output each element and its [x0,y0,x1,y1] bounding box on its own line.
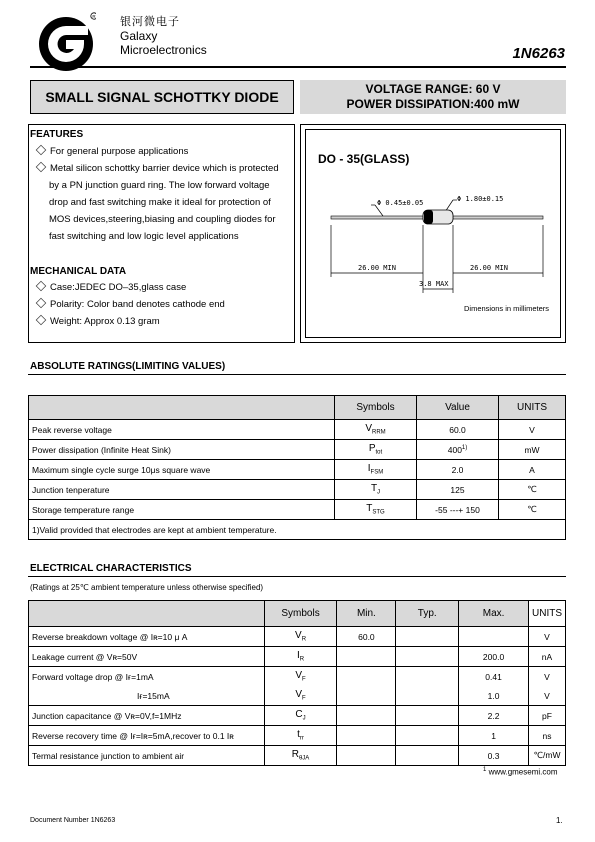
units-col-header: UNITS [529,601,566,627]
elec-rule [28,576,566,577]
table-row: Forward voltage drop @ Iғ=1mA $V_F$ 0.41 V [29,667,566,687]
table-row: Termal resistance junction to ambient air $R_{\theta JA}$ 0.3 ℃/mW [29,746,566,766]
typ-col-header: Typ. [396,601,459,627]
table-header-row [29,601,566,627]
company-name-cn: 银河微电子 [120,15,180,28]
elec-note: (Ratings at 25℃ ambient temperature unless otherwise specified) [30,583,264,592]
diamond-bullet-icon [36,298,47,309]
cathode-band [424,210,433,224]
svg-text:R: R [92,13,96,19]
company-name-line1: Galaxy [120,29,158,43]
left-lead-length-label: 26.00 MIN [358,264,396,272]
abs-ratings-heading: ABSOLUTE RATINGS(LIMITING VALUES) [30,361,226,372]
feature-item: For general purpose applications [36,143,292,160]
value-col-header: Value [417,396,499,420]
mechanical-item: Polarity: Color band denotes cathode end [36,296,292,313]
galaxy-logo-icon [36,12,96,72]
mechanical-list [36,279,292,330]
table-row: Maximum single cycle surge 10μs square wave $I_{FSM}$ 2.0 A [29,460,566,480]
product-title: SMALL SIGNAL SCHOTTKY DIODE [30,80,294,114]
feature-item-cont: fast switching and low logic level applications [49,231,239,242]
elec-table [28,600,566,766]
abs-ratings-rule [28,374,566,375]
package-name: DO - 35(GLASS) [318,152,410,166]
table-row: Power dissipation (Infinite Heat Sink) $P_{tot}$ 400$^{1)}$ mW [29,440,566,460]
param-col-header [29,396,335,420]
features-heading: FEATURES [30,129,84,140]
table-row: Peak reverse voltage $V_{RRM}$ 60.0 V [29,420,566,440]
body-length-label: 3.8 MAX [419,280,449,288]
website-link[interactable]: www.gmesemi.com [488,767,558,777]
feature-item-cont: drop and fast switching make it ideal for protection of [49,197,271,208]
page-number: 1. [556,816,563,825]
elec-heading: ELECTRICAL CHARACTERISTICS [30,563,192,574]
table-footnote-row [29,520,566,540]
features-list [36,143,292,245]
website[interactable]: $^1$ www.gmesemi.com [483,767,558,777]
mechanical-item: Weight: Approx 0.13 gram [36,313,292,330]
feature-item: Metal silicon schottky barrier device which is protected [36,160,292,177]
header-rule [30,66,566,68]
part-number: 1N6263 [512,45,565,62]
table-header-row [29,396,566,420]
table-row: Junction capacitance @ Vʀ=0V,f=1MHz $C_J$ 2.2 pF [29,706,566,726]
dimension-note: Dimensions in millimeters [464,304,550,313]
diamond-bullet-icon [36,315,47,326]
feature-item-cont: MOS devices,steering,biasing and coupling diodes for [49,214,276,225]
body-diameter-label: Φ 1.80±0.15 [457,195,504,203]
min-col-header: Min. [337,601,396,627]
diamond-bullet-icon [36,162,47,173]
param-col-header [29,601,265,627]
package-outline-drawing [305,185,561,295]
feature-item-cont: by a PN junction guard ring. The low forward voltage [49,180,270,191]
lead-diameter-label: Φ 0.45±0.05 [377,199,424,207]
company-name-line2: Microelectronics [120,43,207,57]
voltage-range: VOLTAGE RANGE: 60 V [365,82,501,96]
mechanical-item: Case:JEDEC DO–35,glass case [36,279,292,296]
right-lead-length-label: 26.00 MIN [470,264,508,272]
units-col-header: UNITS [499,396,566,420]
mechanical-heading: MECHANICAL DATA [30,266,127,277]
symbols-col-header: Symbols [335,396,417,420]
diamond-bullet-icon [36,145,47,156]
abs-ratings-table [28,395,566,540]
table-row: Junction tenperature $T_J$ 125 ℃ [29,480,566,500]
document-number: Document Number 1N6263 [30,817,116,824]
table-row: Reverse breakdown voltage @ Iʀ=10 μ A $V_R$ 60.0 V [29,627,566,647]
table-row: Reverse recovery time @ Iғ=Iʀ=5mA,recover to 0.1 Iʀ $t_{rr}$ 1 ns [29,726,566,746]
power-dissipation: POWER DISSIPATION:400 mW [346,97,520,111]
table-row: Leakage current @ Vʀ=50V $I_R$ 200.0 nA [29,647,566,667]
table-row: Storage temperature range $T_{STG}$ -55 ---+ 150 ℃ [29,500,566,520]
symbols-col-header: Symbols [264,601,337,627]
max-col-header: Max. [459,601,529,627]
diamond-bullet-icon [36,281,47,292]
rating-banner [300,80,566,114]
table-row: Iғ=15mA $V_F$ 1.0 V [29,686,566,706]
abs-ratings-footnote: 1)Valid provided that electrodes are kept at ambient temperature. [29,520,566,540]
